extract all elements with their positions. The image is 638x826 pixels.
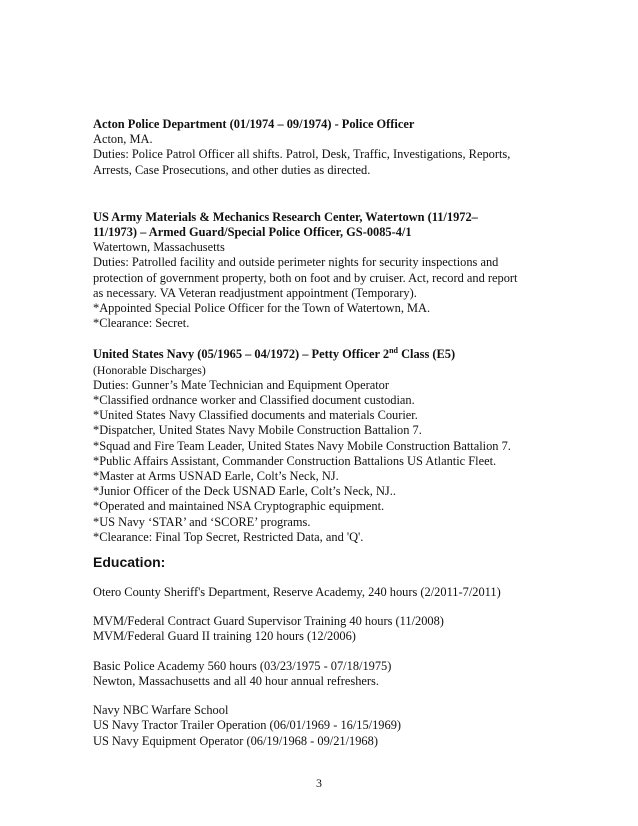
job-detail-line: Acton, MA.: [93, 132, 153, 147]
page-number: 3: [316, 776, 322, 790]
job-detail-line: *Master at Arms USNAD Earle, Colt’s Neck, NJ.: [93, 469, 339, 484]
job-detail-line: Duties: Patrolled facility and outside perimeter nights for security inspections and: [93, 255, 499, 270]
education-heading: Education:: [93, 554, 166, 571]
education-line: Newton, Massachusetts and all 40 hour annual refreshers.: [93, 673, 379, 688]
job-detail-line: Watertown, Massachusetts: [93, 240, 225, 255]
job-detail-line: Arrests, Case Prosecutions, and other duties as directed.: [93, 162, 371, 177]
education-line: Otero County Sheriff's Department, Reserve Academy, 240 hours (2/2011-7/2011): [93, 585, 501, 600]
job-title: [93, 347, 553, 362]
spacer: [93, 689, 553, 703]
job-detail-line: *US Navy ‘STAR’ and ‘SCORE’ programs.: [93, 514, 311, 529]
education-item: [93, 614, 553, 644]
job-detail-line: *United States Navy Classified documents and materials Courier.: [93, 408, 418, 423]
spacer: [93, 178, 553, 210]
job-detail-line: *Clearance: Secret.: [93, 316, 190, 331]
job-title: 11/1973) – Armed Guard/Special Police Officer, GS-0085-4/1: [93, 225, 412, 240]
education-line: MVM/Federal Contract Guard Supervisor Training 40 hours (11/2008): [93, 614, 444, 629]
job-us-navy: [93, 347, 553, 545]
education-line: Basic Police Academy 560 hours (03/23/1975 - 07/18/1975): [93, 658, 392, 673]
spacer: [93, 645, 553, 659]
job-detail-line: (Honorable Discharges): [93, 362, 206, 377]
job-detail-line: as necessary. VA Veteran readjustment appointment (Temporary).: [93, 285, 417, 300]
job-detail-line: *Classified ordnance worker and Classified document custodian.: [93, 393, 415, 408]
job-detail-line: Duties: Gunner’s Mate Technician and Equipment Operator: [93, 377, 389, 392]
spacer: [93, 571, 553, 585]
job-detail-line: Duties: Police Patrol Officer all shifts. Patrol, Desk, Traffic, Investigations, Reports,: [93, 147, 511, 162]
job-us-army: [93, 210, 553, 332]
spacer: [93, 600, 553, 614]
ordinal-suffix: nd: [389, 346, 398, 356]
education-line: MVM/Federal Guard II training 120 hours (12/2006): [93, 629, 356, 644]
job-title: US Army Materials & Mechanics Research Center, Watertown (11/1972–: [93, 209, 478, 224]
job-detail-line: *Clearance: Final Top Secret, Restricted Data, and 'Q'.: [93, 529, 364, 544]
education-item: [93, 585, 553, 600]
job-detail-line: *Public Affairs Assistant, Commander Construction Battalions US Atlantic Fleet.: [93, 453, 497, 468]
education-item: [93, 659, 553, 689]
education-line: US Navy Equipment Operator (06/19/1968 - 09/21/1968): [93, 733, 378, 748]
job-title-text: United States Navy (05/1965 – 04/1972) – Petty Officer 2: [93, 347, 390, 362]
job-detail-line: protection of government property, both on foot and by cruiser. Act, record and report: [93, 270, 518, 285]
job-title-text: Class (E5): [397, 347, 456, 362]
job-detail-line: *Dispatcher, United States Navy Mobile Construction Battalion 7.: [93, 423, 422, 438]
education-item: [93, 703, 553, 749]
education-line: US Navy Tractor Trailer Operation (06/01/1969 - 16/15/1969): [93, 718, 402, 733]
job-acton-police: [93, 117, 553, 178]
education-line: Navy NBC Warfare School: [93, 703, 229, 718]
job-detail-line: *Junior Officer of the Deck USNAD Earle, Colt’s Neck, NJ..: [93, 484, 396, 499]
job-title: Acton Police Department (01/1974 – 09/1974) - Police Officer: [93, 117, 415, 131]
job-detail-line: *Appointed Special Police Officer for the Town of Watertown, MA.: [93, 301, 431, 316]
spacer: [93, 331, 553, 347]
job-detail-line: *Operated and maintained NSA Cryptographic equipment.: [93, 499, 385, 514]
job-detail-line: *Squad and Fire Team Leader, United States Navy Mobile Construction Battalion 7.: [93, 438, 511, 453]
resume-page: [93, 117, 553, 749]
